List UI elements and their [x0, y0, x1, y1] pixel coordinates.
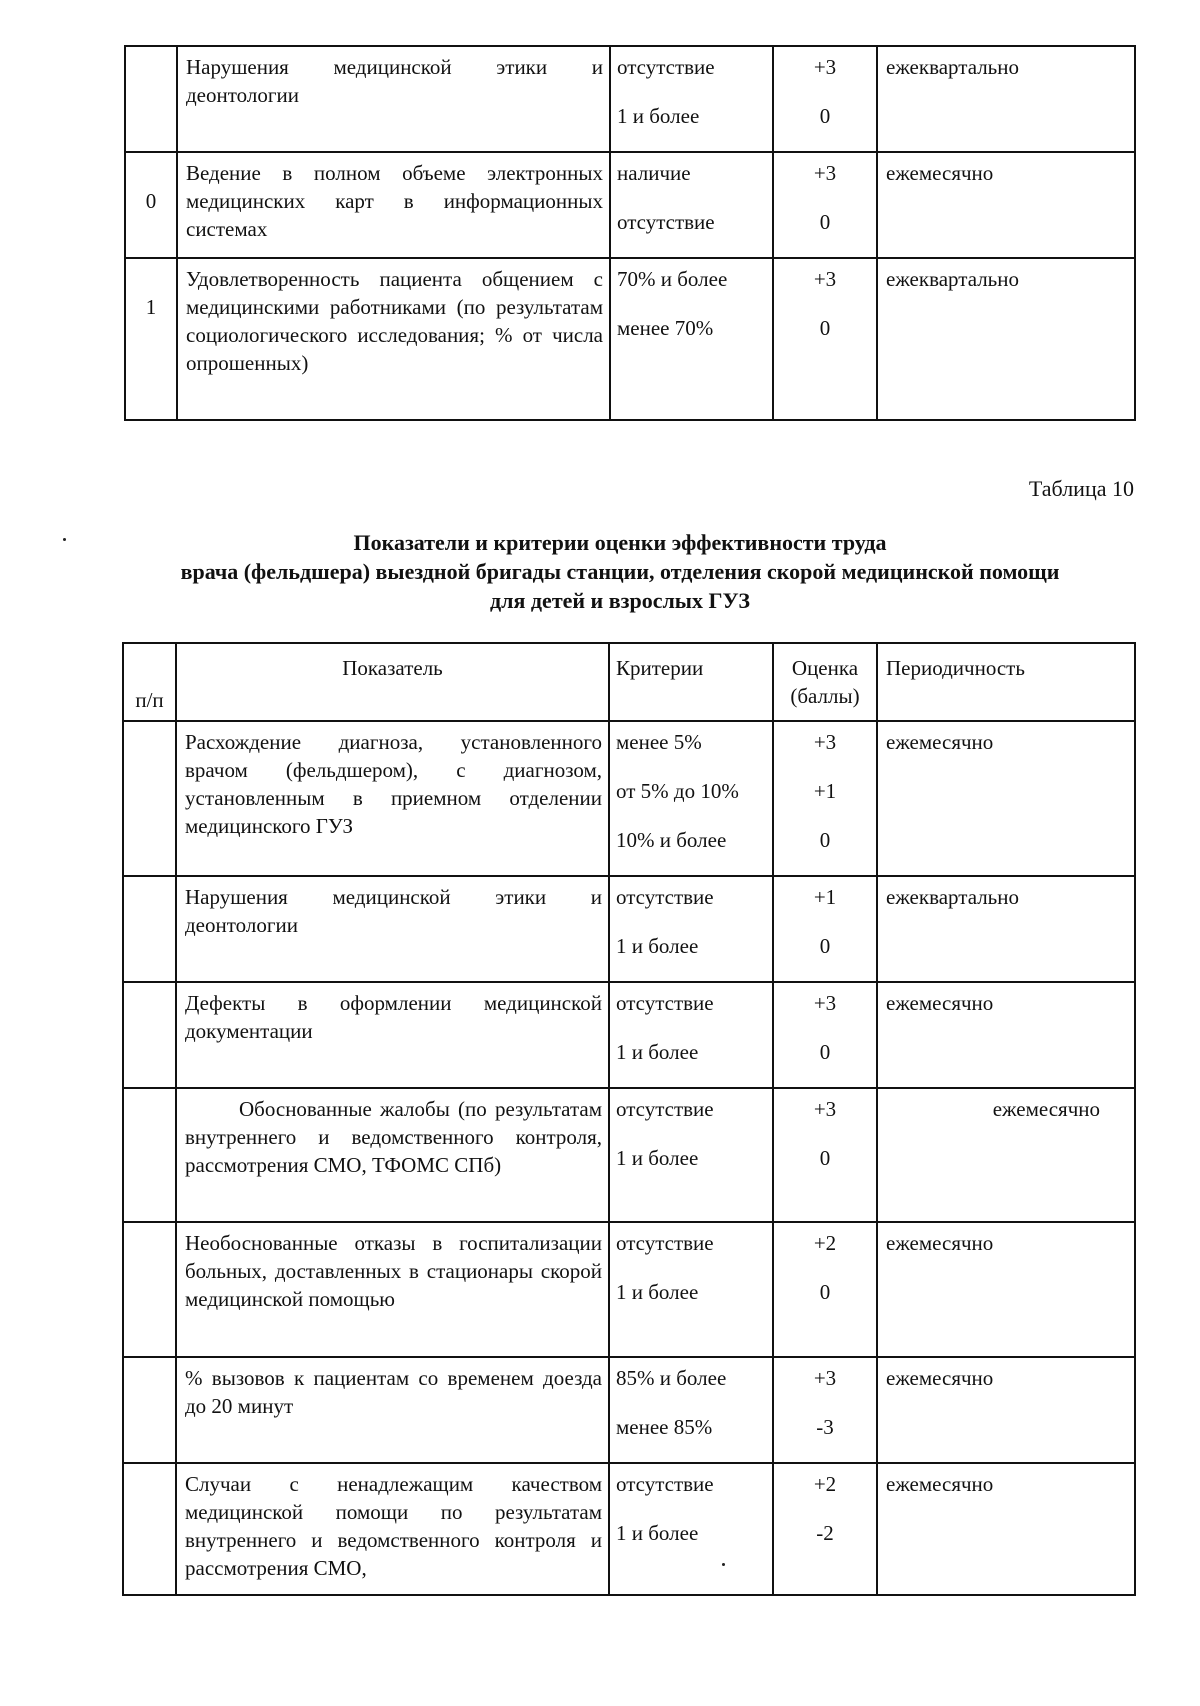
- score-cell: [773, 1088, 877, 1222]
- score-cell: [773, 982, 877, 1088]
- scan-speck: [722, 1563, 725, 1566]
- score: +3: [813, 1366, 837, 1390]
- row-number: [123, 721, 176, 876]
- scan-speck: [63, 538, 66, 541]
- criterion: 1 и более: [616, 1146, 699, 1170]
- row-number: [123, 1088, 176, 1222]
- criterion: отсутствие: [616, 1472, 714, 1496]
- score: 0: [819, 828, 831, 852]
- score-cell: [773, 1357, 877, 1463]
- criterion: наличие: [617, 161, 691, 185]
- row-number: [123, 1463, 176, 1595]
- indicator-cell: Обоснованные жалобы (по результатам внутреннего и ведомственного контроля, рассмотрения СМО, ТФОМС СПб): [176, 1088, 609, 1222]
- row-number: [123, 982, 176, 1088]
- score: +3: [813, 55, 837, 79]
- title-line: врача (фельдшера) выездной бригады станции, отделения скорой медицинской помощи: [180, 559, 1060, 584]
- periodicity-cell: ежемесячно: [877, 1222, 1135, 1357]
- header-num: п/п: [123, 643, 176, 721]
- header-row: [123, 643, 1135, 721]
- score-cell: [773, 1463, 877, 1595]
- indicator-cell: % вызовов к пациентам со временем доезда до 20 минут: [176, 1357, 609, 1463]
- table-row: [123, 1463, 1135, 1595]
- row-number: [123, 1222, 176, 1357]
- table-row: [125, 258, 1135, 420]
- score-cell: [773, 152, 877, 258]
- criteria-cell: [609, 982, 773, 1088]
- table-row: [123, 982, 1135, 1088]
- score: +3: [813, 267, 837, 291]
- criteria-cell: [609, 1463, 773, 1595]
- indicator-cell: Нарушения медицинской этики и деонтологии: [177, 46, 610, 152]
- periodicity-cell: ежемесячно: [877, 1357, 1135, 1463]
- criterion: отсутствие: [617, 55, 715, 79]
- indicator-cell: Необоснованные отказы в госпитализации больных, доставленных в стационары скорой медицинской помощью: [176, 1222, 609, 1357]
- criterion: 1 и более: [616, 1040, 699, 1064]
- criterion: 1 и более: [617, 104, 700, 128]
- criterion: отсутствие: [617, 210, 715, 234]
- score: +3: [813, 1097, 837, 1121]
- header-criteria: Критерии: [609, 643, 773, 721]
- criteria-cell: [610, 46, 773, 152]
- score: +3: [813, 991, 837, 1015]
- criteria-cell: [609, 721, 773, 876]
- score: 0: [819, 210, 831, 234]
- score: +2: [813, 1231, 837, 1255]
- periodicity-cell: ежеквартально: [877, 258, 1135, 420]
- table-row: [123, 876, 1135, 982]
- criteria-cell: [609, 876, 773, 982]
- periodicity-cell: ежеквартально: [877, 46, 1135, 152]
- periodicity-cell: ежемесячно: [877, 1463, 1135, 1595]
- score: 0: [819, 1280, 831, 1304]
- periodicity-cell: ежемесячно: [877, 982, 1135, 1088]
- criteria-cell: [610, 258, 773, 420]
- score-cell: [773, 721, 877, 876]
- score: 0: [819, 1146, 831, 1170]
- criterion: менее 5%: [616, 730, 702, 754]
- criterion: отсутствие: [616, 1231, 714, 1255]
- score: +3: [813, 730, 837, 754]
- score: +2: [813, 1472, 837, 1496]
- criteria-cell: [609, 1222, 773, 1357]
- top-table: [124, 45, 1136, 421]
- indicator-cell: Ведение в полном объеме электронных медицинских карт в информационных системах: [177, 152, 610, 258]
- score-cell: [773, 876, 877, 982]
- title-line: для детей и взрослых ГУЗ: [490, 588, 750, 613]
- row-number: [123, 1357, 176, 1463]
- criteria-cell: [609, 1357, 773, 1463]
- criterion: 85% и более: [616, 1366, 727, 1390]
- score: 0: [819, 316, 831, 340]
- criterion: менее 70%: [617, 316, 714, 340]
- table-row: [123, 1357, 1135, 1463]
- table-row: [125, 152, 1135, 258]
- periodicity-cell: ежемесячно: [877, 721, 1135, 876]
- criterion: 1 и более: [616, 1280, 699, 1304]
- score: -3: [816, 1415, 834, 1439]
- indicator-cell: Удовлетворенность пациента общением с медицинскими работниками (по результатам социологического исследования; % от числа опрошенных): [177, 258, 610, 420]
- table-row: [123, 1222, 1135, 1357]
- score: +1: [813, 885, 837, 909]
- table-row: [125, 46, 1135, 152]
- criterion: отсутствие: [616, 885, 714, 909]
- criteria-cell: [609, 1088, 773, 1222]
- header-periodicity: Периодичность: [877, 643, 1135, 721]
- score: 0: [819, 934, 831, 958]
- score: 0: [819, 104, 831, 128]
- score: +1: [813, 779, 837, 803]
- header-score: Оценка (баллы): [773, 643, 877, 721]
- title-line: Показатели и критерии оценки эффективности труда: [353, 530, 887, 555]
- score-cell: [773, 258, 877, 420]
- criterion: 1 и более: [616, 1521, 699, 1545]
- indicator-cell: Нарушения медицинской этики и деонтологии: [176, 876, 609, 982]
- indicator-cell: Дефекты в оформлении медицинской документации: [176, 982, 609, 1088]
- periodicity-cell: ежеквартально: [877, 876, 1135, 982]
- indicator-cell: Случаи с ненадлежащим качеством медицинской помощи по результатам внутреннего и ведомственного контроля и рассмотрения СМО,: [176, 1463, 609, 1595]
- criterion: менее 85%: [616, 1415, 713, 1439]
- indicators-table: [122, 642, 1136, 1596]
- criterion: 10% и более: [616, 828, 727, 852]
- indicator-cell: Расхождение диагноза, установленного врачом (фельдшером), с диагнозом, установленным в приемном отделении медицинского ГУЗ: [176, 721, 609, 876]
- criterion: 1 и более: [616, 934, 699, 958]
- row-number: 1: [125, 258, 177, 420]
- table-row: [123, 1088, 1135, 1222]
- score-cell: [773, 1222, 877, 1357]
- header-indicator: Показатель: [176, 643, 609, 721]
- table-row: [123, 721, 1135, 876]
- page-title: [100, 528, 1140, 615]
- score-cell: [773, 46, 877, 152]
- criterion: отсутствие: [616, 991, 714, 1015]
- criterion: отсутствие: [616, 1097, 714, 1121]
- table-caption: Таблица 10: [1028, 476, 1134, 501]
- criteria-cell: [610, 152, 773, 258]
- row-number: 0: [125, 152, 177, 258]
- periodicity-cell: ежемесячно: [877, 1088, 1135, 1222]
- row-number: [125, 46, 177, 152]
- score: 0: [819, 1040, 831, 1064]
- score: -2: [816, 1521, 834, 1545]
- row-number: [123, 876, 176, 982]
- periodicity-cell: ежемесячно: [877, 152, 1135, 258]
- score: +3: [813, 161, 837, 185]
- criterion: от 5% до 10%: [616, 779, 739, 803]
- criterion: 70% и более: [617, 267, 728, 291]
